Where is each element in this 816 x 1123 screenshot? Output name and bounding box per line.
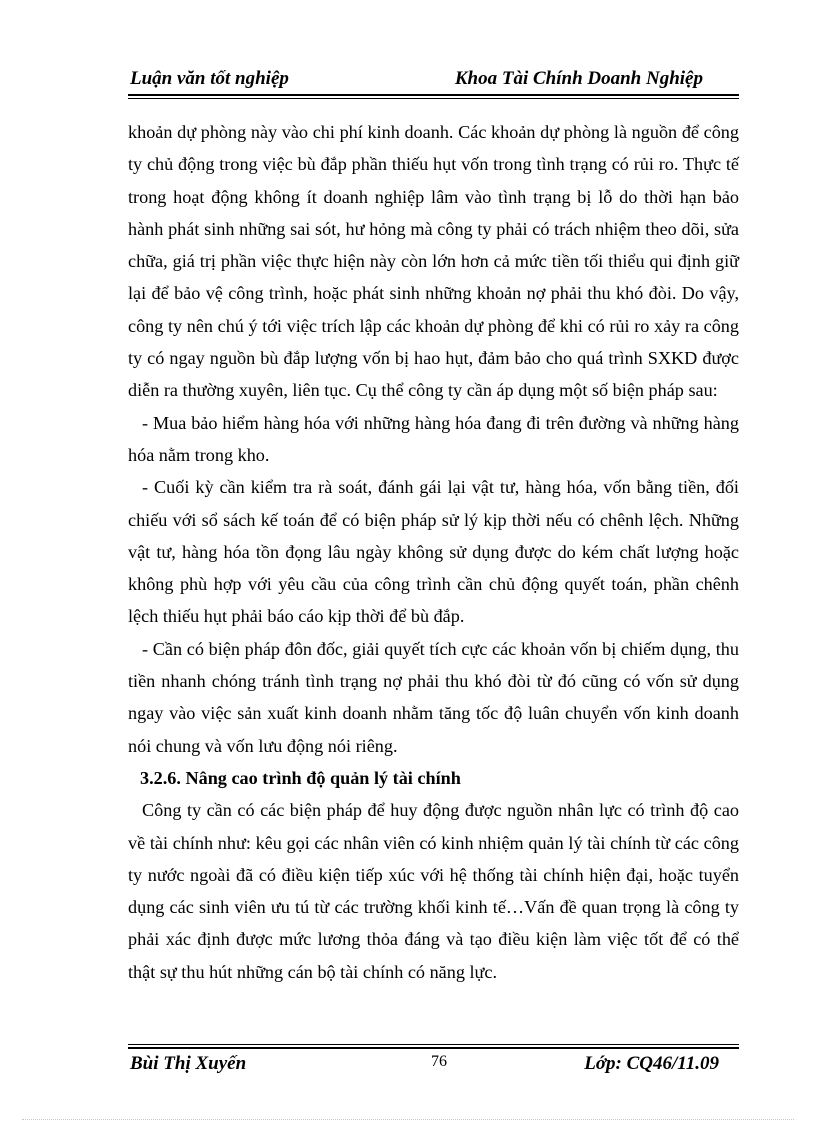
- page-number: 76: [431, 1053, 447, 1070]
- page-footer: [128, 1053, 739, 1079]
- page-boundary: [22, 1119, 794, 1120]
- header-rule-thick: [128, 94, 739, 96]
- paragraph-bullet-insurance: - Mua bảo hiểm hàng hóa với những hàng hóa đang đi trên đường và những hàng hóa nằm trong kho.: [128, 412, 739, 465]
- header-rule-thin: [128, 98, 739, 99]
- section-heading: 3.2.6. Nâng cao trình độ quản lý tài chính: [140, 767, 461, 788]
- footer-class: Lớp: CQ46/11.09: [584, 1053, 719, 1074]
- header-faculty: Khoa Tài Chính Doanh Nghiệp: [454, 68, 703, 89]
- footer-rule-thick: [128, 1047, 739, 1049]
- paragraph-human-resources: Công ty cần có các biện pháp để huy động được nguồn nhân lực có trình độ cao về tài chính như: kêu gọi các nhân viên có kinh nhiệm quản lý tài chính từ các công ty nước ngoài đã có điều kiện tiếp xúc với hệ thống tài chính hiện đại, hoặc tuyển dụng các sinh viên ưu tú từ các trường khối kinh tế…Vấn đề quan trọng là công ty phải xác định được mức lương thỏa đáng và tạo điều kiện làm việc tốt để có thể thật sự thu hút những cán bộ tài chính có năng lực.: [128, 800, 739, 982]
- paragraph-bullet-receivables: - Cần có biện pháp đôn đốc, giải quyết tích cực các khoản vốn bị chiếm dụng, thu tiền nhanh chóng tránh tình trạng nợ phải thu khó đòi từ đó cũng có vốn sử dụng ngay vào việc sản xuất kinh doanh nhằm tăng tốc độ luân chuyển vốn kinh doanh nói chung và vốn lưu động nói riêng.: [128, 638, 739, 756]
- page-header: [128, 68, 739, 92]
- footer-rule-thin: [128, 1044, 739, 1045]
- paragraph-continuation: khoản dự phòng này vào chi phí kinh doanh. Các khoản dự phòng là nguồn để công ty chủ động trong việc bù đắp phần thiếu hụt vốn trong tình trạng có rủi ro. Thực tế trong hoạt động không ít doanh nghiệp lâm vào tình trạng bị lỗ do thời hạn bảo hành phát sinh những sai sót, hư hỏng mà công ty phải có trách nhiệm theo dõi, sửa chữa, giá trị phần việc thực hiện này còn lớn hơn cả mức tiền tối thiểu qui định giữ lại để bảo vệ công trình, hoặc phát sinh những khoản nợ phải thu khó đòi. Do vậy, công ty nên chú ý tới việc trích lập các khoản dự phòng để khi có rủi ro xảy ra công ty có ngay nguồn bù đắp lượng vốn bị hao hụt, đảm bảo cho quá trình SXKD được diễn ra thường xuyên, liên tục. Cụ thể công ty cần áp dụng một số biện pháp sau:: [128, 122, 739, 401]
- footer-author: Bùi Thị Xuyến: [130, 1053, 247, 1074]
- page-body: [128, 116, 739, 988]
- paragraph-bullet-inventory: - Cuối kỳ cần kiểm tra rà soát, đánh gái lại vật tư, hàng hóa, vốn bằng tiền, đối chiếu với sổ sách kế toán để có biện pháp sử lý kịp thời nếu có chênh lệch. Những vật tư, hàng hóa tồn đọng lâu ngày không sử dụng được do kém chất lượng hoặc không phù hợp với yêu cầu của công trình cần chủ động quyết toán, phần chênh lệch thiếu hụt phải báo cáo kịp thời để bù đắp.: [128, 477, 739, 627]
- header-thesis-title: Luận văn tốt nghiệp: [130, 68, 289, 89]
